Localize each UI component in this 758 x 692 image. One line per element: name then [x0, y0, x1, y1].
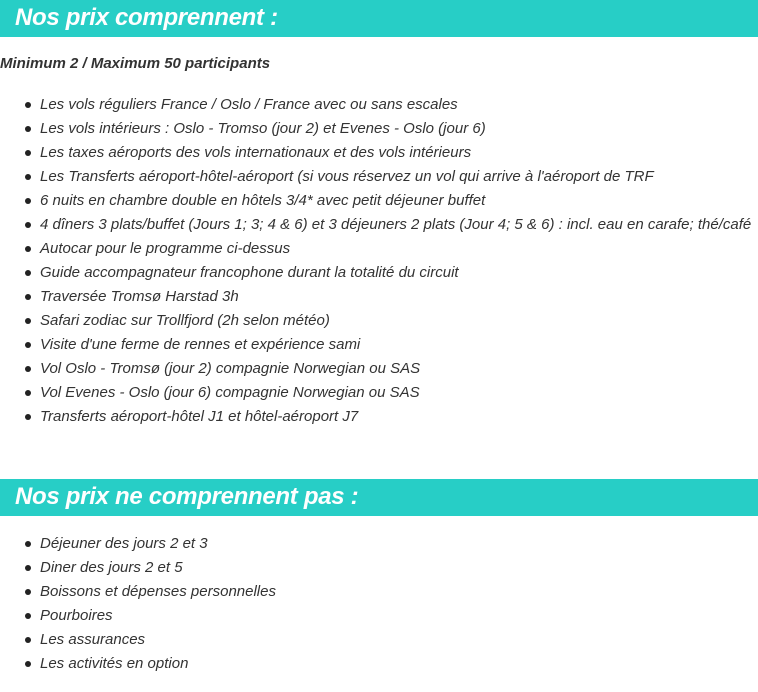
bullet-icon	[25, 150, 31, 156]
list-item	[0, 604, 758, 628]
included-list	[0, 93, 758, 429]
list-item-text: Pourboires	[40, 607, 113, 624]
bullet-icon	[25, 174, 31, 180]
list-item	[0, 93, 758, 117]
list-item-text: Vol Evenes - Oslo (jour 6) compagnie Norwegian ou SAS	[40, 384, 420, 401]
list-item-text: Les Transferts aéroport-hôtel-aéroport (si vous réservez un vol qui arrive à l'aéroport de TRF	[40, 168, 654, 185]
bullet-icon	[25, 661, 31, 667]
list-item-text: Les vols réguliers France / Oslo / France avec ou sans escales	[40, 96, 458, 113]
list-item	[0, 117, 758, 141]
list-item	[0, 213, 758, 237]
list-item	[0, 261, 758, 285]
list-item-text: 6 nuits en chambre double en hôtels 3/4* avec petit déjeuner buffet	[40, 192, 486, 209]
bullet-icon	[25, 565, 31, 571]
participants-note: Minimum 2 / Maximum 50 participants	[0, 55, 271, 72]
list-item-text: Safari zodiac sur Trollfjord (2h selon météo)	[40, 312, 330, 329]
bullet-icon	[25, 294, 31, 300]
list-item-text: Visite d'une ferme de rennes et expérience sami	[40, 336, 361, 353]
list-item	[0, 285, 758, 309]
included-header-bar	[0, 0, 758, 37]
bullet-icon	[25, 318, 31, 324]
bullet-icon	[25, 342, 31, 348]
list-item-text: Les activités en option	[40, 655, 189, 672]
list-item-text: Les assurances	[40, 631, 146, 648]
list-item	[0, 580, 758, 604]
excluded-title: Nos prix ne comprennent pas :	[15, 483, 359, 510]
excluded-list	[0, 532, 758, 676]
list-item	[0, 333, 758, 357]
bullet-icon	[25, 589, 31, 595]
list-item	[0, 141, 758, 165]
bullet-icon	[25, 613, 31, 619]
list-item	[0, 556, 758, 580]
list-item	[0, 357, 758, 381]
list-item-text: Traversée Tromsø Harstad 3h	[40, 288, 239, 305]
excluded-header-bar	[0, 479, 758, 516]
bullet-icon	[25, 414, 31, 420]
bullet-icon	[25, 102, 31, 108]
list-item	[0, 381, 758, 405]
bullet-icon	[25, 270, 31, 276]
list-item-text: Vol Oslo - Tromsø (jour 2) compagnie Norwegian ou SAS	[40, 360, 421, 377]
list-item-text: Les taxes aéroports des vols internationaux et des vols intérieurs	[40, 144, 472, 161]
included-title: Nos prix comprennent :	[15, 4, 278, 31]
list-item	[0, 309, 758, 333]
bullet-icon	[25, 246, 31, 252]
list-item-text: Boissons et dépenses personnelles	[40, 583, 276, 600]
bullet-icon	[25, 541, 31, 547]
list-item	[0, 165, 758, 189]
list-item-text: Transferts aéroport-hôtel J1 et hôtel-aéroport J7	[40, 408, 359, 425]
list-item-text: Déjeuner des jours 2 et 3	[40, 535, 208, 552]
list-item	[0, 532, 758, 556]
list-item	[0, 652, 758, 676]
list-item	[0, 628, 758, 652]
list-item-text: 4 dîners 3 plats/buffet (Jours 1; 3; 4 & 6) et 3 déjeuners 2 plats (Jour 4; 5 & 6) : incl. eau en carafe; thé/café	[40, 216, 752, 233]
bullet-icon	[25, 366, 31, 372]
bullet-icon	[25, 390, 31, 396]
bullet-icon	[25, 126, 31, 132]
list-item	[0, 189, 758, 213]
list-item	[0, 405, 758, 429]
list-item-text: Autocar pour le programme ci-dessus	[40, 240, 291, 257]
bullet-icon	[25, 198, 31, 204]
list-item	[0, 237, 758, 261]
list-item-text: Les vols intérieurs : Oslo - Tromso (jour 2) et Evenes - Oslo (jour 6)	[40, 120, 486, 137]
bullet-icon	[25, 637, 31, 643]
list-item-text: Diner des jours 2 et 5	[40, 559, 183, 576]
list-item-text: Guide accompagnateur francophone durant la totalité du circuit	[40, 264, 459, 281]
bullet-icon	[25, 222, 31, 228]
